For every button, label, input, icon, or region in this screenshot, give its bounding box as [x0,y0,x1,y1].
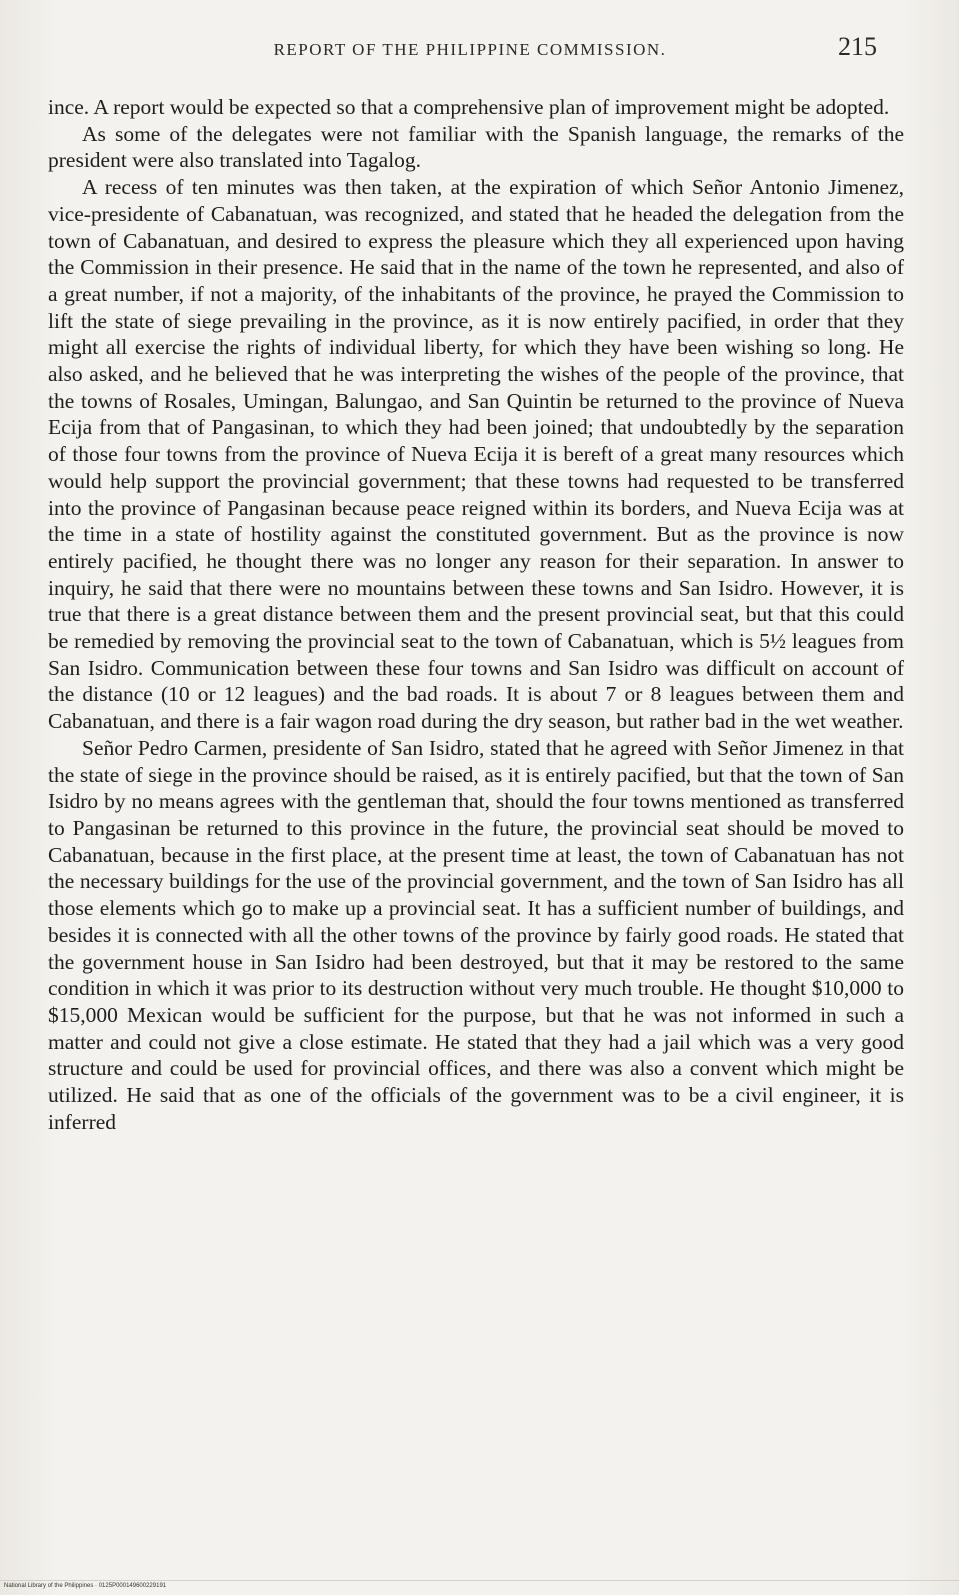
body-text [48,94,904,1135]
bottom-rule [0,1580,959,1581]
page-number: 215 [838,32,877,61]
paragraph-3: A recess of ten minutes was then taken, at the expiration of which Señor Antonio Jimenez, vice-presidente of Cabanatuan, was recognized, and stated that he headed the delegation from the town of Cabanatuan, and desired to express the pleasure which they all experienced upon having the Commission in their presence. He said that in the name of the town he represented, and also of a great number, if not a majority, of the inhabitants of the province, he prayed the Commission to lift the state of siege prevailing in the province, as it is now entirely pacified, in order that they might all exercise the rights of individual liberty, for which they have been wishing so long. He also asked, and he believed that he was interpreting the wishes of the people of the province, that the towns of Rosales, Umingan, Balungao, and San Quintin be returned to the province of Nueva Ecija from that of Pangasinan, to which they had been joined; that undoubtedly by the separation of those four towns from the province of Nueva Ecija it is bereft of a great many resources which would help support the provincial government; that these towns had requested to be transferred into the province of Pangasinan because peace reigned within its borders, and Nueva Ecija was at the time in a state of hostility against the constituted government. But as the province is now entirely pacified, he thought there was no longer any reason for their separation. In answer to inquiry, he said that there were no mountains between these towns and San Isidro. However, it is true that there is a great distance between them and the present provincial seat, but that this could be remedied by removing the provincial seat to the town of Cabanatuan, which is 5½ leagues from San Isidro. Communication between these four towns and San Isidro was difficult on account of the distance (10 or 12 leagues) and the bad roads. It is about 7 or 8 leagues between them and Cabanatuan, and there is a fair wagon road during the dry season, but rather bad in the wet weather. [48,175,904,734]
paragraph-2: As some of the delegates were not familiar with the Spanish language, the remarks of the president were also translated into Tagalog. [48,121,904,173]
footer-credit: National Library of the Philippines · 0125P000149600229191 [4,1583,167,1589]
paragraph-1: ince. A report would be expected so that a comprehensive plan of improvement might be adopted. [48,95,890,119]
paragraph-4: Señor Pedro Carmen, presidente of San Isidro, stated that he agreed with Señor Jimenez in that the state of siege in the province should be raised, as it is entirely pacified, but that the town of San Isidro by no means agrees with the gentleman that, should the four towns mentioned as transferred to Pangasinan be returned to this province in the future, the provincial seat should be moved to Cabanatuan, because in the first place, at the present time at least, the town of Cabanatuan has not the necessary buildings for the use of the provincial government, and the town of San Isidro has all those elements which go to make up a provincial seat. It has a sufficient number of buildings, and besides it is connected with all the other towns of the province by fairly good roads. He stated that the government house in San Isidro had been destroyed, but that it may be restored to the same condition in which it was prior to its destruction without very much trouble. He thought $10,000 to $15,000 Mexican would be sufficient for the purpose, but that he was not informed in such a matter and could not give a close estimate. He stated that they had a jail which was a very good structure and could be used for provincial offices, and there was also a convent which might be utilized. He said that as one of the officials of the government was to be a civil engineer, it is inferred [48,735,904,1134]
running-head-title: REPORT OF THE PHILIPPINE COMMISSION. [273,40,667,59]
